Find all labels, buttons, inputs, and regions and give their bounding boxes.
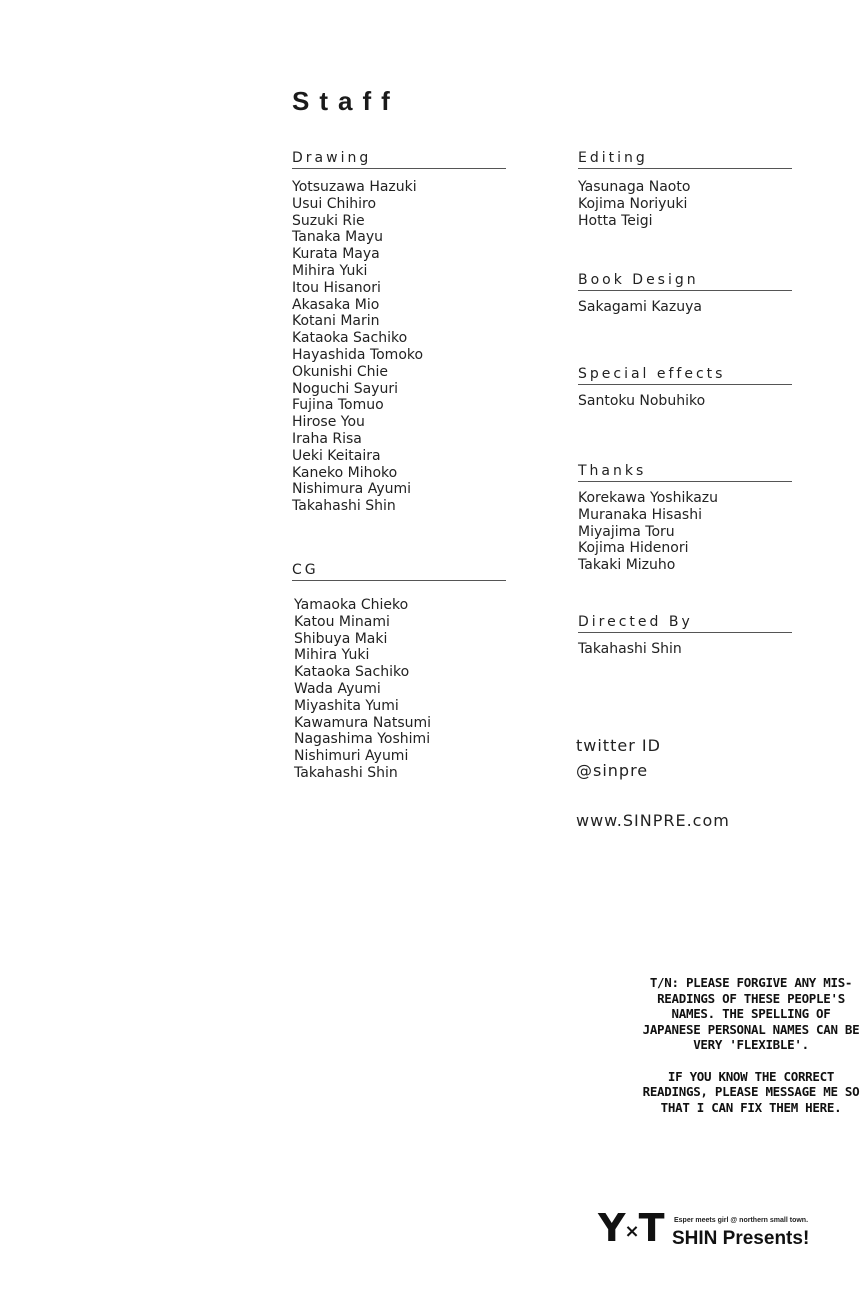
editing-list — [578, 179, 792, 229]
staff-name: Yamaoka Chieko — [294, 597, 409, 613]
staff-name: Kataoka Sachiko — [294, 664, 410, 681]
thanks-section — [578, 463, 792, 574]
editing-section — [578, 150, 792, 229]
cg-heading: CG — [292, 562, 506, 581]
staff-name: Yotsuzawa Hazuki — [292, 179, 417, 195]
book-design-section — [578, 272, 792, 316]
translator-note — [640, 975, 862, 1115]
thanks-heading: Thanks — [578, 463, 792, 482]
staff-name: Noguchi Sayuri — [292, 380, 398, 397]
logo-tagline: Esper meets girl @ northern small town. — [674, 1217, 809, 1224]
staff-name: Kojima Hidenori — [578, 540, 689, 557]
editing-heading: Editing — [578, 150, 792, 169]
staff-name: Miyashita Yumi — [294, 697, 399, 714]
staff-name: Akasaka Mio — [292, 296, 380, 313]
twitter-handle[interactable]: @sinpre — [576, 761, 649, 780]
staff-name: Kataoka Sachiko — [292, 330, 408, 347]
tn-paragraph-2: IF YOU KNOW THE CORRECT READINGS, PLEASE MESSAGE ME SO THAT I CAN FIX THEM HERE. — [642, 1068, 860, 1115]
directed-by-section — [578, 614, 792, 658]
staff-name: Kotani Marin — [292, 313, 380, 330]
staff-name: Muranaka Hisashi — [578, 506, 702, 523]
staff-name: Mihira Yuki — [294, 647, 370, 664]
book-design-heading: Book Design — [578, 272, 792, 291]
staff-name: Fujina Tomuo — [292, 397, 384, 414]
book-design-list — [578, 299, 792, 316]
directed-by-heading: Directed By — [578, 614, 792, 633]
staff-name: Takahashi Shin — [294, 764, 398, 781]
staff-name: Santoku Nobuhiko — [578, 393, 706, 409]
staff-name: Iraha Risa — [292, 430, 362, 447]
twitter-label: twitter ID — [576, 736, 661, 755]
special-effects-heading: Special effects — [578, 366, 792, 385]
staff-name: Kawamura Natsumi — [294, 714, 432, 731]
website-link[interactable]: www.SINPRE.com — [576, 811, 730, 830]
drawing-section — [292, 150, 506, 515]
staff-name: Nagashima Yoshimi — [294, 731, 431, 748]
staff-name: Hirose You — [292, 414, 365, 431]
staff-name: Hotta Teigi — [578, 212, 653, 229]
yt-logo — [598, 1208, 663, 1248]
staff-name: Takahashi Shin — [578, 641, 682, 657]
staff-name: Korekawa Yoshikazu — [578, 490, 719, 506]
staff-name: Okunishi Chie — [292, 363, 388, 380]
staff-name: Takahashi Shin — [292, 498, 396, 515]
staff-name: Hayashida Tomoko — [292, 346, 424, 363]
tn-paragraph-1: T/N: PLEASE FORGIVE ANY MIS-READINGS OF THESE PEOPLE'S NAMES. THE SPELLING OF JAPANESE PERSONAL NAMES CAN BE VERY 'FLEXIBLE'. — [642, 975, 860, 1052]
staff-name: Yasunaga Naoto — [578, 179, 691, 195]
logo-presents: SHIN Presents! — [672, 1228, 810, 1249]
page-title: Staff — [292, 86, 400, 116]
staff-name: Wada Ayumi — [294, 680, 381, 697]
logo-y: Y — [598, 1206, 624, 1250]
staff-name: Suzuki Rie — [292, 212, 365, 229]
staff-name: Nishimura Ayumi — [292, 481, 412, 498]
staff-name: Sakagami Kazuya — [578, 299, 702, 315]
staff-name: Shibuya Maki — [294, 630, 388, 647]
staff-name: Kaneko Mihoko — [292, 464, 398, 481]
staff-name: Miyajima Toru — [578, 523, 675, 540]
staff-name: Ueki Keitaira — [292, 447, 381, 464]
cg-section — [292, 562, 506, 782]
staff-name: Takaki Mizuho — [578, 557, 676, 574]
staff-name: Mihira Yuki — [292, 262, 368, 279]
cg-list — [292, 597, 506, 782]
staff-name: Nishimuri Ayumi — [294, 748, 409, 765]
directed-by-list — [578, 641, 792, 658]
drawing-list — [292, 179, 506, 515]
staff-name: Kojima Noriyuki — [578, 195, 688, 212]
drawing-heading: Drawing — [292, 150, 506, 169]
logo-x: × — [624, 1221, 638, 1242]
staff-name: Usui Chihiro — [292, 195, 377, 212]
special-effects-section — [578, 366, 792, 410]
special-effects-list — [578, 393, 792, 410]
staff-name: Kurata Maya — [292, 246, 380, 263]
thanks-list — [578, 490, 792, 574]
staff-name: Katou Minami — [294, 613, 390, 630]
staff-name: Itou Hisanori — [292, 279, 381, 296]
staff-name: Tanaka Mayu — [292, 229, 383, 246]
logo-t: T — [638, 1206, 663, 1250]
